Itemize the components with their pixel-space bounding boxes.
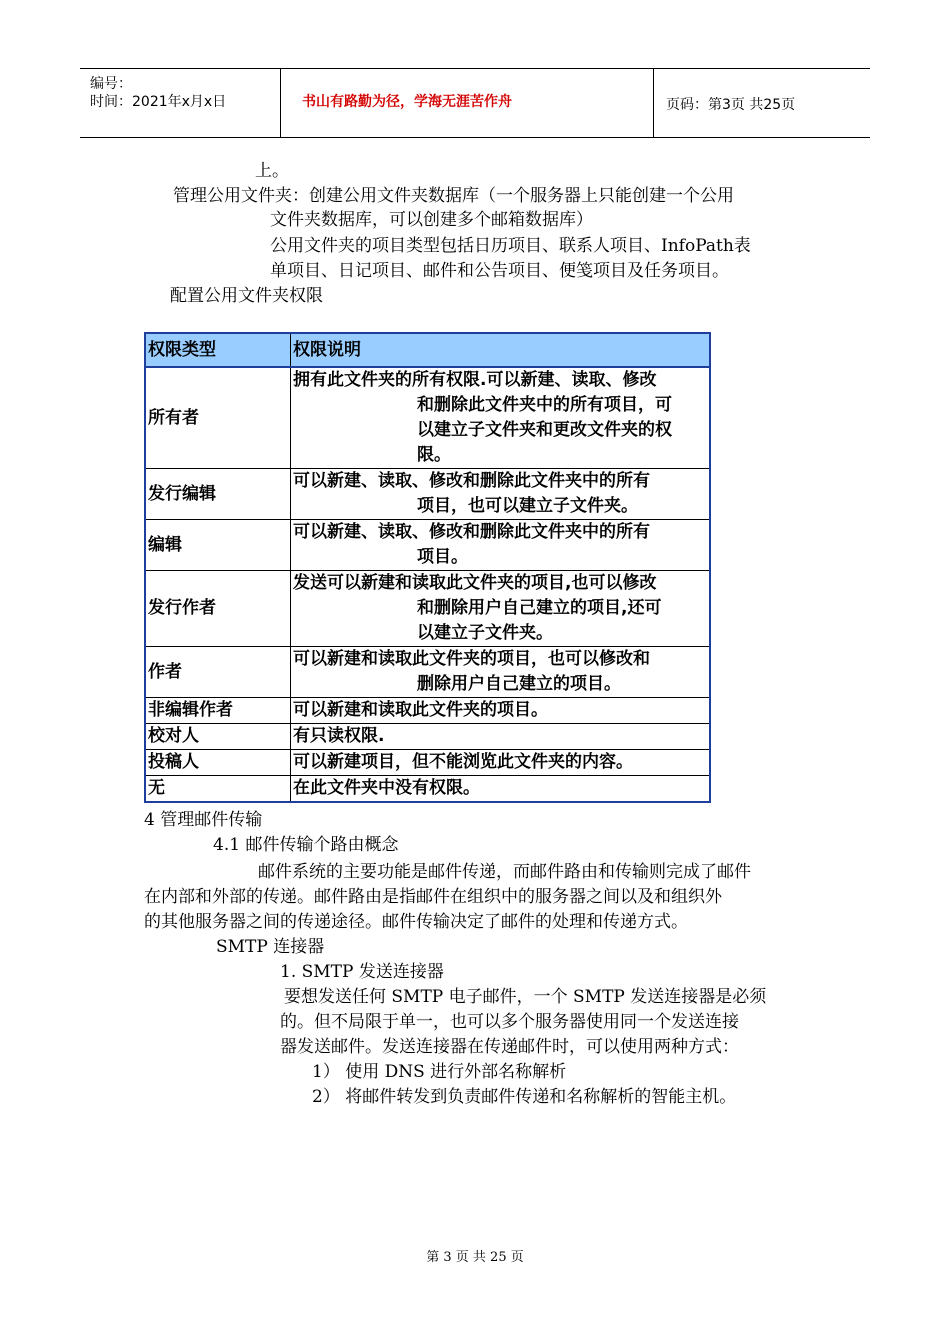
body-line: 管理公用文件夹：创建公用文件夹数据库（一个服务器上只能创建一个公用 [173,186,734,206]
permissions-table [144,332,711,803]
permission-desc-text: 和删除此文件夹中的所有项目，可 [417,395,672,415]
table-row [145,367,710,469]
permission-desc-cell [291,647,711,698]
permission-desc-text: 发送可以新建和读取此文件夹的项目,也可以修改 [293,573,657,593]
table-row [145,520,710,571]
table-row [145,724,710,750]
list-item: 1） 使用 DNS 进行外部名称解析 [312,1062,567,1082]
section-title: 4 管理邮件传输 [144,810,263,830]
body-line: 邮件系统的主要功能是邮件传递，而邮件路由和传输则完成了邮件 [258,862,751,882]
permission-type-cell: 校对人 [145,724,291,750]
table-row [145,571,710,647]
time-label: 时间：2021年x月x日 [90,94,227,110]
body-line: 的其他服务器之间的传递途径。邮件传输决定了邮件的处理和传递方式。 [144,912,688,932]
permission-desc-text: 可以新建、读取、修改和删除此文件夹中的所有 [293,522,650,542]
permission-desc-text: 项目。 [417,547,468,567]
table-header-cell: 权限类型 [145,333,291,367]
permission-desc-cell [291,367,711,469]
body-line: 文件夹数据库，可以创建多个邮箱数据库） [270,210,593,230]
permission-desc-cell [291,469,711,520]
list-item: 2） 将邮件转发到负责邮件传递和名称解析的智能主机。 [312,1087,737,1107]
permission-type-cell: 非编辑作者 [145,698,291,724]
body-line: 器发送邮件。发送连接器在传递邮件时，可以使用两种方式： [280,1037,739,1057]
table-row [145,750,710,776]
table-row [145,647,710,698]
body-line: 在内部和外部的传递。邮件路由是指邮件在组织中的服务器之间以及和组织外 [144,887,722,907]
table-row [145,776,710,803]
header-motto: 书山有路勤为径，学海无涯苦作舟 [302,94,512,110]
permission-desc-cell [291,776,711,803]
permission-type-cell: 编辑 [145,520,291,571]
permission-type-cell: 发行编辑 [145,469,291,520]
permission-desc-text: 和删除用户自己建立的项目,还可 [417,598,662,618]
permission-type-cell: 无 [145,776,291,803]
body-line: 要想发送任何 SMTP 电子邮件，一个 SMTP 发送连接器是必须 [284,987,767,1007]
header-divider [280,69,281,137]
permission-desc-text: 可以新建和读取此文件夹的项目，也可以修改和 [293,649,650,669]
permission-desc-text: 有只读权限. [293,726,385,746]
permission-desc-text: 可以新建和读取此文件夹的项目。 [293,700,548,720]
permission-desc-text: 限。 [417,445,451,465]
permission-desc-cell [291,520,711,571]
section-heading: 配置公用文件夹权限 [170,286,323,306]
page-number-label: 页码：第3页 共25页 [666,97,796,113]
body-line: 单项目、日记项目、邮件和公告项目、便笺项目及任务项目。 [270,261,729,281]
list-item: 1. SMTP 发送连接器 [280,962,444,982]
table-header-row [145,333,710,367]
permission-desc-text: 以建立子文件夹和更改文件夹的权 [417,420,672,440]
header-divider [653,69,654,137]
permission-type-cell: 投稿人 [145,750,291,776]
permission-desc-cell [291,750,711,776]
permission-desc-cell [291,698,711,724]
page-footer: 第 3 页 共 25 页 [426,1250,524,1265]
permission-type-cell: 发行作者 [145,571,291,647]
permission-type-cell: 作者 [145,647,291,698]
permission-desc-text: 项目，也可以建立子文件夹。 [417,496,638,516]
permission-desc-cell [291,571,711,647]
permission-type-cell: 所有者 [145,367,291,469]
permission-desc-text: 可以新建、读取、修改和删除此文件夹中的所有 [293,471,650,491]
number-label: 编号： [90,76,132,92]
permission-desc-text: 以建立子文件夹。 [417,623,553,643]
subsection-title: SMTP 连接器 [216,937,325,957]
body-line: 上。 [255,161,289,181]
permission-desc-cell [291,724,711,750]
permission-desc-text: 删除用户自己建立的项目。 [417,674,621,694]
permission-desc-text: 可以新建项目，但不能浏览此文件夹的内容。 [293,752,633,772]
table-header-cell: 权限说明 [291,333,711,367]
permission-desc-text: 在此文件夹中没有权限。 [293,778,480,798]
table-row [145,698,710,724]
permission-desc-text: 拥有此文件夹的所有权限.可以新建、读取、修改 [293,370,657,390]
table-row [145,469,710,520]
body-line: 公用文件夹的项目类型包括日历项目、联系人项目、InfoPath表 [270,236,751,256]
subsection-title: 4.1 邮件传输个路由概念 [213,835,399,855]
page-header [80,68,870,138]
body-line: 的。但不局限于单一，也可以多个服务器使用同一个发送连接 [280,1012,739,1032]
